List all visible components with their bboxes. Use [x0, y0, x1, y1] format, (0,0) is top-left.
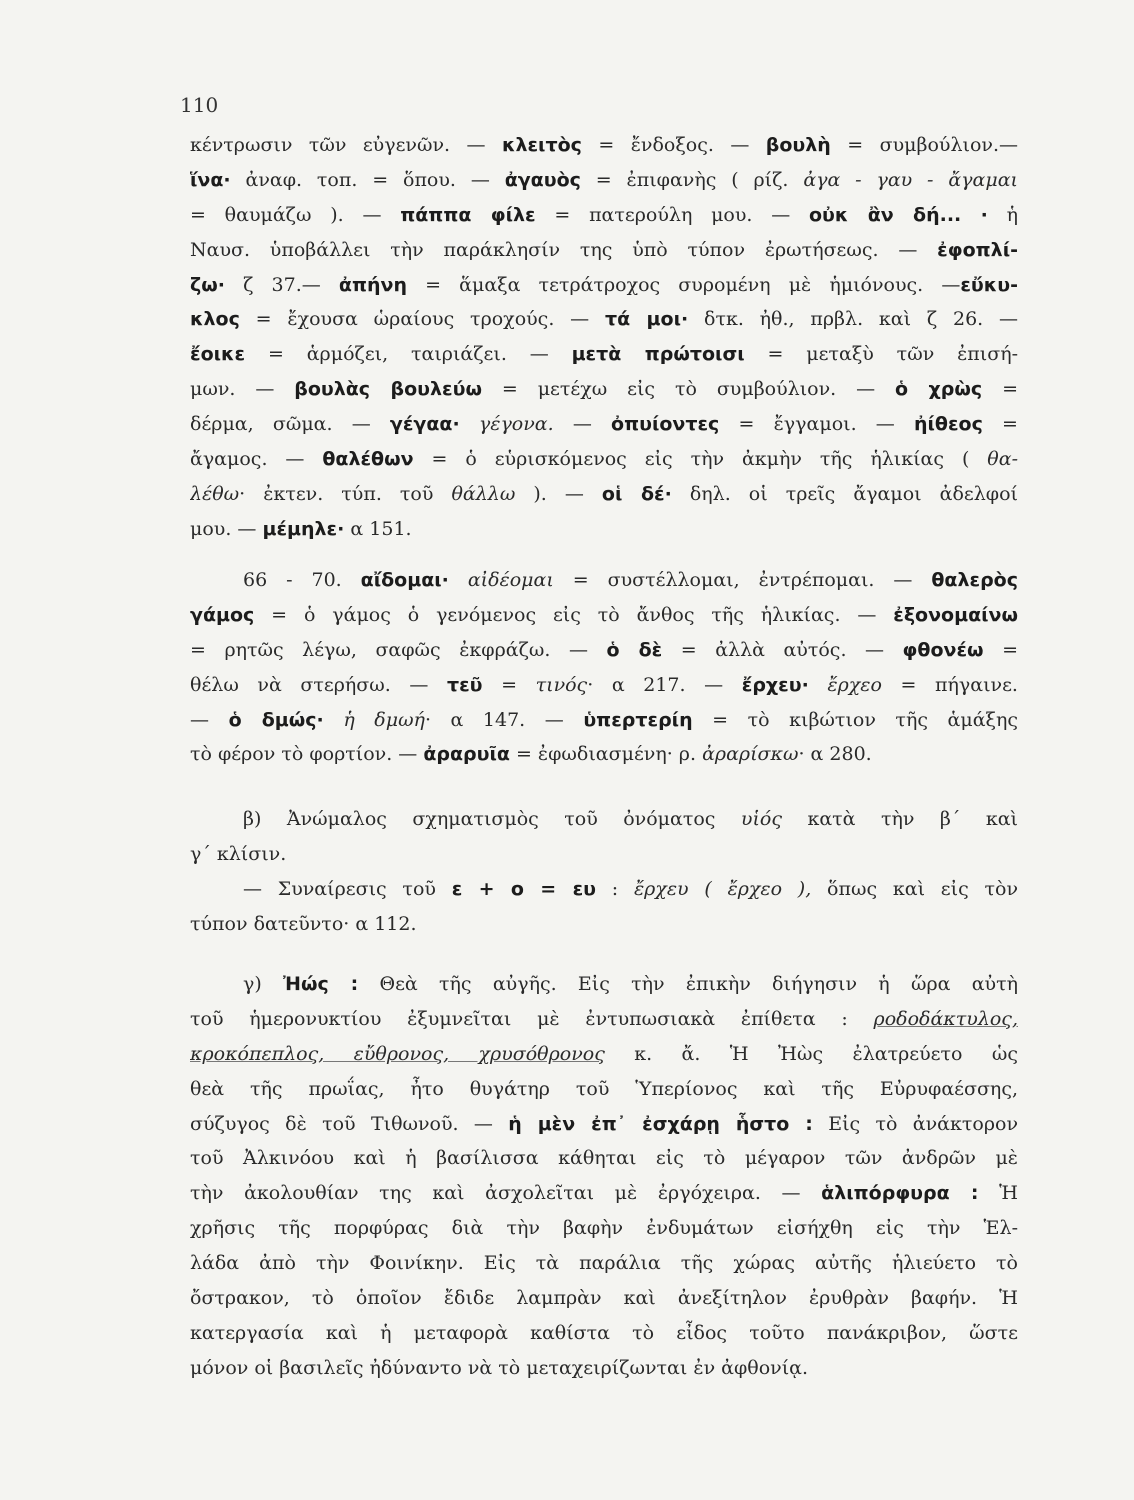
- headword: βουλὰς βουλεύω: [294, 378, 482, 401]
- text-run: = μεταξὺ τῶν ἐπισή-: [744, 343, 1018, 366]
- text-run: τινός: [535, 673, 588, 696]
- text-line: [190, 477, 1018, 512]
- text-run: [809, 674, 828, 696]
- text-line: [190, 1316, 1018, 1351]
- text-run: ροδοδάκτυλος,: [873, 1007, 1018, 1030]
- headword: τά μοι·: [604, 308, 689, 331]
- headword: εὔκυ-: [960, 273, 1018, 296]
- headword: φθονέω: [902, 638, 984, 661]
- text-line: [190, 563, 1018, 598]
- text-run: [460, 413, 479, 435]
- text-line: [190, 967, 1018, 1002]
- text-run: τοῦ ἡμερονυκτίου ἐξυμνεῖται μὲ ἐντυπωσιακὰ ἐπίθετα :: [190, 1007, 874, 1030]
- glossary-section-1: [190, 128, 1018, 547]
- text-run: = ἅμαξα τετράτροχος συρομένη μὲ ἡμιόνους. —: [406, 273, 961, 296]
- text-run: · α 217. —: [587, 673, 742, 696]
- text-run: κατεργασία καὶ ἡ μεταφορὰ καθίστα τὸ εἶδος τοῦτο πανάκριβον, ὥστε: [190, 1321, 1018, 1344]
- text-run: κροκόπεπλος, εὔθρονος, χρυσόθρονος: [190, 1042, 605, 1065]
- text-line: [190, 703, 1018, 738]
- headword: ἔρχευ·: [741, 673, 809, 696]
- text-run: ὅπως καὶ εἰς τὸν: [811, 877, 1018, 900]
- text-run: =: [983, 638, 1018, 661]
- text-line: [190, 907, 1018, 942]
- text-run: ζ 37.—: [224, 273, 339, 296]
- headword: Ἠώς :: [283, 973, 359, 995]
- text-line: [190, 1211, 1018, 1246]
- text-run: · α 147. —: [424, 708, 584, 731]
- text-run: ἡ: [987, 203, 1018, 226]
- text-line: [190, 198, 1018, 233]
- text-run: [449, 569, 468, 591]
- text-line: [190, 1072, 1018, 1107]
- text-run: = ὁ εὑρισκόμενος εἰς τὴν ἀκμὴν τῆς ἡλικίας (: [413, 448, 988, 471]
- text-run: μων. —: [190, 378, 295, 401]
- headword: ἔοικε: [190, 343, 246, 366]
- text-run: = ἀλλὰ αὐτός. —: [662, 638, 903, 661]
- headword: ὁ δμώς·: [228, 708, 324, 731]
- text-run: ἀναφ. τοπ. = ὅπου. —: [230, 168, 505, 191]
- text-run: τοῦ Ἀλκινόου καὶ ἡ βασίλισσα κάθηται εἰς τὸ μέγαρον τῶν ἀνδρῶν μὲ: [190, 1147, 1018, 1170]
- text-run: = ὁ γάμος ὁ γενόμενος εἰς τὸ ἄνθος τῆς ἡλικίας. —: [254, 603, 894, 626]
- text-run: =: [482, 673, 536, 696]
- text-line: [190, 872, 1018, 907]
- headword: ἠίθεος: [914, 413, 983, 436]
- text-run: κατὰ τὴν β΄ καὶ: [782, 808, 1018, 830]
- text-run: ἀγα - γαυ - ἄγαμαι: [803, 168, 1018, 191]
- text-run: ἡ δμωή: [343, 708, 425, 731]
- text-run: · α 280.: [798, 743, 872, 766]
- text-line: [190, 1002, 1018, 1037]
- headword: ὀπυίοντες: [611, 413, 720, 436]
- text-line: [190, 512, 1018, 547]
- text-line: [190, 1351, 1018, 1386]
- text-run: = πήγαινε.: [881, 673, 1018, 696]
- headword: μετὰ πρώτοισι: [571, 343, 745, 366]
- text-run: = ἐπιφανὴς ( ρίζ.: [580, 168, 804, 191]
- text-run: τύπον δατεῦντο· α 112.: [190, 912, 417, 935]
- text-line: [190, 233, 1018, 268]
- text-run: κ. ἄ. Ἡ Ἠὼς ἐλατρεύετο ὡς: [604, 1042, 1018, 1065]
- headword: κλειτὸς: [501, 134, 582, 156]
- text-run: θεὰ τῆς πρωΐας, ἦτο θυγάτηρ τοῦ Ὑπερίονος καὶ τῆς Εὐρυφαέσσης,: [190, 1077, 1018, 1100]
- text-run: = συμβούλιον.—: [830, 134, 1018, 156]
- text-run: χρῆσις τῆς πορφύρας διὰ τὴν βαφὴν ἐνδυμάτων εἰσήχθη εἰς τὴν Ἑλ-: [190, 1217, 1018, 1240]
- page-number: 110: [180, 93, 219, 117]
- text-run: ἔρχευ ( ἔρχεο ),: [633, 877, 812, 900]
- text-run: = ἐφωδιασμένη· ρ.: [509, 743, 703, 766]
- headword: μέμηλε·: [262, 517, 345, 540]
- headword: ἡ μὲν ἐπ᾽ ἐσχάρῃ ἧστο :: [508, 1112, 813, 1135]
- text-run: σύζυγος δὲ τοῦ Τιθωνοῦ. —: [190, 1112, 509, 1135]
- text-line: [190, 837, 1018, 872]
- text-run: =: [982, 378, 1018, 401]
- headword: κλος: [190, 308, 240, 331]
- text-line: [190, 1281, 1018, 1316]
- headword: γάμος: [190, 603, 255, 626]
- headword: ἀγαυὸς: [504, 168, 581, 191]
- text-run: τὴν ἀκολουθίαν της καὶ ἀσχολεῖται μὲ ἐργόχειρα. —: [190, 1182, 822, 1205]
- headword: πάππα φίλε: [400, 203, 536, 226]
- text-run: — Συναίρεσις τοῦ: [243, 877, 452, 900]
- headword: αἴδομαι·: [360, 569, 449, 591]
- text-line: [190, 668, 1018, 703]
- text-run: = ρητῶς λέγω, σαφῶς ἐκφράζω. —: [190, 638, 607, 661]
- text-run: = ἁρμόζει, ταιριάζει. —: [245, 343, 572, 366]
- text-run: = μετέχω εἰς τὸ συμβούλιον. —: [481, 378, 895, 401]
- text-line: [190, 372, 1018, 407]
- text-run: = συστέλλομαι, ἐντρέπομαι. —: [553, 569, 932, 591]
- text-run: = ἔγγαμοι. —: [719, 413, 914, 436]
- text-line: [190, 163, 1018, 198]
- text-run: θα-: [987, 448, 1018, 471]
- text-run: α 151.: [344, 517, 412, 540]
- headword: οὐκ ἂν δή... ·: [808, 203, 988, 226]
- text-run: κέντρωσιν τῶν εὐγενῶν. —: [190, 134, 502, 156]
- text-run: β) Ἀνώμαλος σχηματισμὸς τοῦ ὀνόματος: [243, 808, 741, 830]
- text-run: = ἔχουσα ὡραίους τροχούς. —: [239, 308, 605, 331]
- headword: τεῦ: [446, 673, 483, 696]
- text-run: 66 - 70.: [243, 569, 361, 591]
- text-run: Ναυσ. ὑποβάλλει τὴν παράκλησίν της ὑπὸ τύπον ἐρωτήσεως. —: [190, 238, 938, 261]
- headword: ὁ δὲ: [606, 638, 663, 661]
- text-run: μου. —: [190, 517, 263, 540]
- text-line: [190, 337, 1018, 372]
- note-section-gamma: [190, 967, 1018, 1386]
- text-run: θέλω νὰ στερήσω. —: [190, 673, 447, 696]
- text-run: = ἔνδοξος. —: [581, 134, 766, 156]
- text-run: ὄστρακον, τὸ ὁποῖον ἔδιδε λαμπρὰν καὶ ἀνεξίτηλον ἐρυθρὰν βαφήν. Ἡ: [190, 1287, 1018, 1310]
- text-line: [190, 268, 1018, 303]
- text-line: [190, 1037, 1018, 1072]
- text-line: [190, 302, 1018, 337]
- headword: οἱ δέ·: [601, 482, 672, 505]
- headword: βουλὴ: [765, 134, 831, 156]
- text-line: [190, 1107, 1018, 1142]
- text-run: γέγονα.: [478, 413, 554, 436]
- text-run: = θαυμάζω ). —: [190, 203, 401, 226]
- text-run: · ἐκτεν. τύπ. τοῦ: [239, 482, 452, 505]
- text-run: μόνον οἱ βασιλεῖς ἠδύναντο νὰ τὸ μεταχειρίζωνται ἐν ἀφθονίᾳ.: [190, 1356, 809, 1379]
- text-run: —: [553, 413, 612, 436]
- text-run: = πατερούλη μου. —: [535, 203, 809, 226]
- text-line: [190, 802, 1018, 837]
- headword: ἀπήνη: [338, 273, 407, 296]
- headword: γέγαα·: [389, 413, 460, 436]
- text-line: [190, 1246, 1018, 1281]
- text-run: Ἡ: [978, 1182, 1018, 1205]
- note-section-beta: [190, 802, 1018, 942]
- glossary-section-2: [190, 563, 1018, 772]
- text-run: ἔρχεο: [827, 673, 882, 696]
- headword: ἐξονομαίνω: [893, 603, 1018, 626]
- text-run: —: [190, 708, 229, 731]
- text-run: λάδα ἀπὸ τὴν Φοινίκην. Εἰς τὰ παράλια τῆς χώρας αὐτῆς ἡλιεύετο τὸ: [190, 1252, 1018, 1275]
- text-run: αἰδέομαι: [467, 569, 554, 591]
- text-line: [190, 407, 1018, 442]
- text-run: [324, 709, 344, 731]
- text-line: [190, 128, 1018, 163]
- text-run: θάλλω: [451, 482, 516, 505]
- text-run: Θεὰ τῆς αὐγῆς. Εἰς τὴν ἐπικὴν διήγησιν ἡ ὥρα αὐτὴ: [358, 973, 1018, 995]
- headword: ἐφοπλί-: [937, 238, 1018, 261]
- text-run: τὸ φέρον τὸ φορτίον. —: [190, 743, 424, 766]
- text-line: [190, 737, 1018, 772]
- headword: ὑπερτερίη: [583, 708, 693, 731]
- text-run: γ΄ κλίσιν.: [190, 842, 287, 865]
- headword: ε + ο = ευ: [451, 877, 596, 900]
- headword: ζω·: [190, 273, 225, 296]
- headword: θαλέθων: [322, 448, 414, 471]
- headword: ἵνα·: [190, 168, 231, 191]
- text-run: δέρμα, σῶμα. —: [190, 413, 390, 436]
- headword: θαλερὸς: [931, 569, 1018, 591]
- text-run: ). —: [515, 482, 602, 505]
- text-run: ἀραρίσκω: [702, 743, 799, 766]
- text-run: λέθω: [190, 482, 240, 505]
- headword: ἀραρυῖα: [423, 743, 510, 766]
- text-run: Εἰς τὸ ἀνάκτορον: [812, 1112, 1018, 1135]
- text-run: :: [595, 877, 634, 900]
- text-line: [190, 1176, 1018, 1211]
- text-line: [190, 442, 1018, 477]
- text-run: ἄγαμος. —: [190, 448, 323, 471]
- text-line: [190, 1141, 1018, 1176]
- text-run: γ): [243, 973, 284, 995]
- headword: ὁ χρὼς: [895, 378, 983, 401]
- text-run: δτκ. ἠθ., πρβλ. καὶ ζ 26. —: [688, 308, 1018, 331]
- text-run: = τὸ κιβώτιον τῆς ἁμάξης: [692, 708, 1018, 731]
- text-run: =: [982, 413, 1018, 436]
- text-line: [190, 633, 1018, 668]
- text-run: υἱός: [740, 808, 782, 830]
- text-run: δηλ. οἱ τρεῖς ἄγαμοι ἀδελφοί: [671, 482, 1018, 505]
- text-line: [190, 598, 1018, 633]
- headword: ἁλιπόρφυρα :: [821, 1182, 979, 1205]
